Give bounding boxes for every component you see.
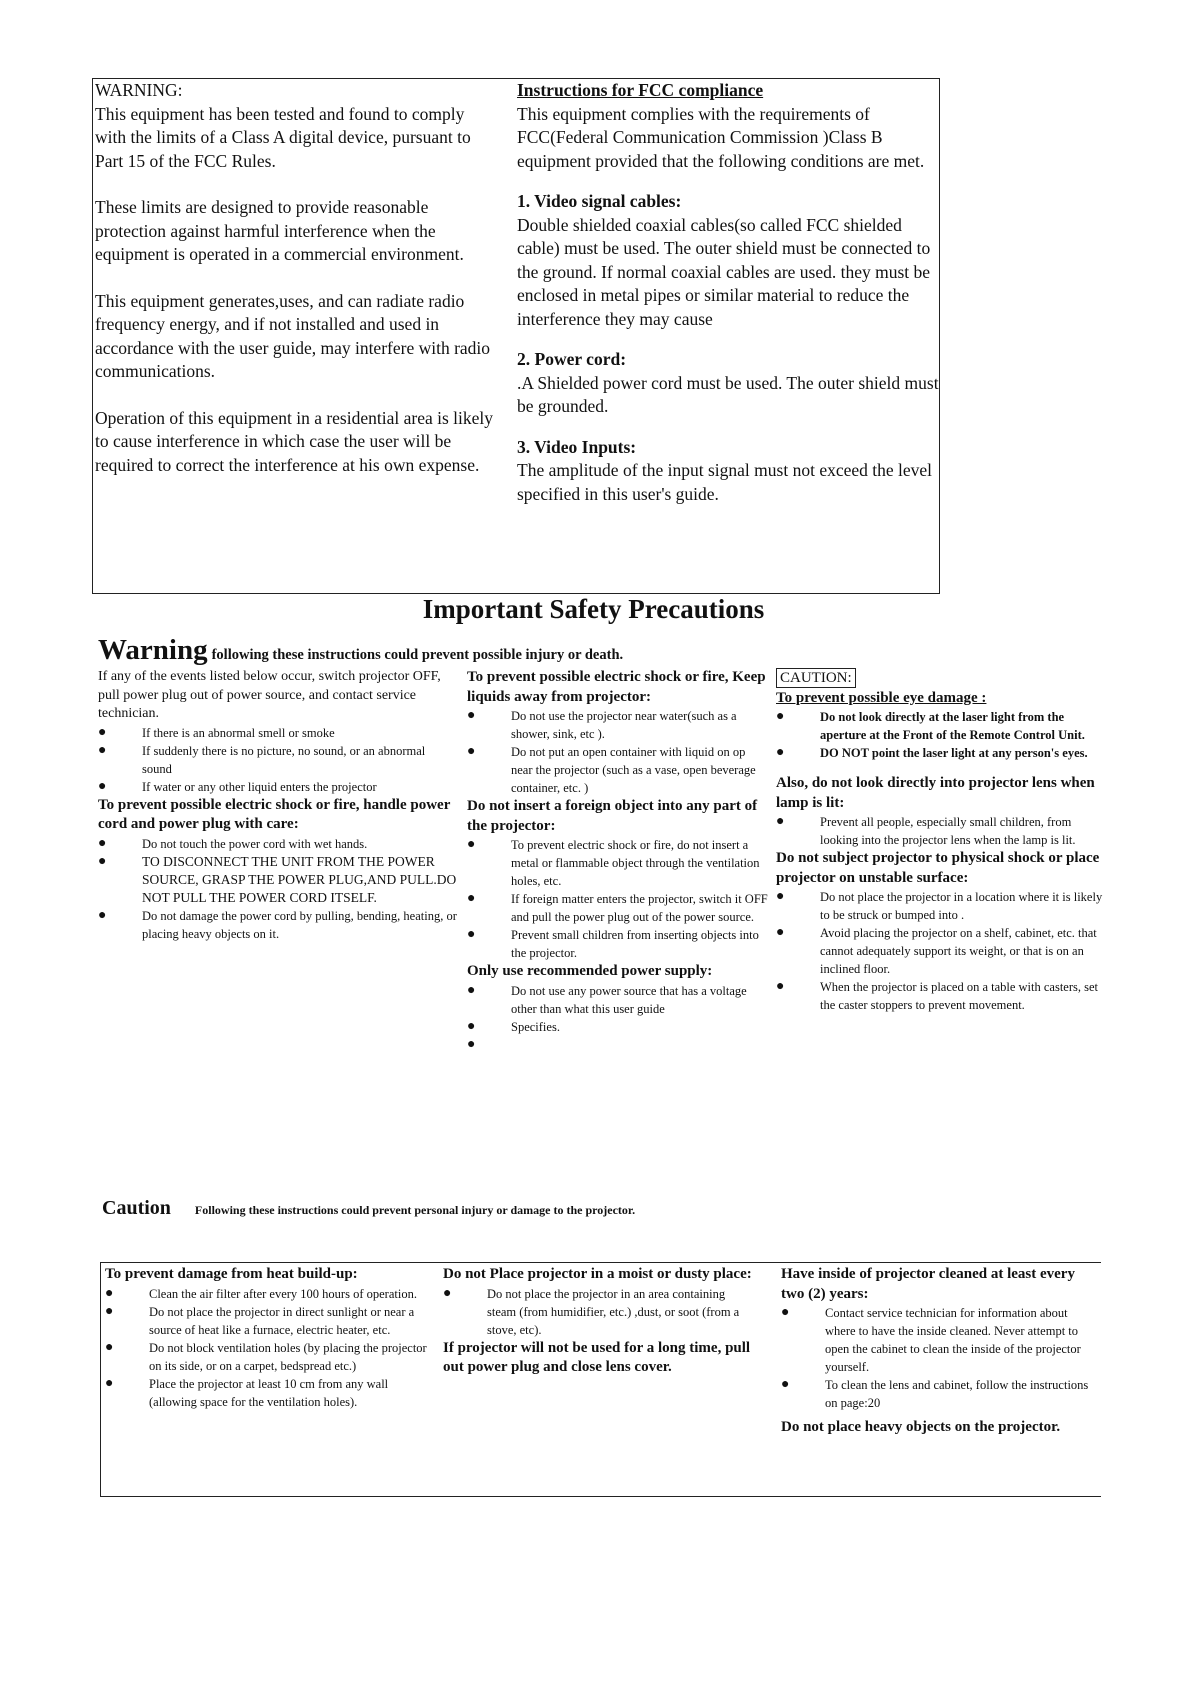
list-item-text: Do not touch the power cord with wet hands. xyxy=(142,836,368,851)
fcc-heading: Instructions for FCC compliance xyxy=(517,80,764,100)
bullet-icon: ● xyxy=(781,1305,790,1320)
bullet-icon: ● xyxy=(776,709,785,724)
bullet-icon: ● xyxy=(467,837,476,852)
safety-column-2 xyxy=(467,668,769,1052)
bullet-icon: ● xyxy=(443,1285,452,1301)
bullet-icon: ● xyxy=(105,1285,114,1301)
bullet-list xyxy=(443,1285,755,1339)
fcc-warning-box xyxy=(92,78,940,594)
list-item-text: Do not damage the power cord by pulling, bending, heating, or placing heavy objects on it. xyxy=(142,908,457,941)
warning-text: following these instructions could prevent possible injury or death. xyxy=(211,647,624,663)
warning-column xyxy=(93,79,495,477)
section-heading: Have inside of projector cleaned at least every two (2) years: xyxy=(781,1266,1075,1302)
bullet-list xyxy=(776,708,1108,762)
list-item-text: Do not use any power source that has a voltage other than what this user guide xyxy=(511,983,747,1016)
list-item xyxy=(98,835,458,853)
bullet-icon: ● xyxy=(781,1377,790,1392)
caution-column-3 xyxy=(781,1265,1097,1438)
list-item xyxy=(443,1285,755,1339)
bullet-list xyxy=(467,707,769,797)
list-item-text: If suddenly there is no picture, no sound, or an abnormal sound xyxy=(142,743,426,776)
bullet-list xyxy=(467,982,769,1052)
bullet-icon: ● xyxy=(98,853,107,869)
fcc-item-text: The amplitude of the input signal must not exceed the level specified in this user's guide. xyxy=(517,460,933,504)
section-heading: Do not insert a foreign object into any part of the projector: xyxy=(467,798,758,834)
list-item-text: Do not place the projector in an area containing steam (from humidifier, etc.) ,dust, or soot (from a stove, etc). xyxy=(487,1286,740,1337)
bullet-icon: ● xyxy=(776,745,785,760)
section-heading: Also, do not look directly into projector lens when lamp is lit: xyxy=(776,775,1095,811)
bullet-icon: ● xyxy=(105,1339,114,1355)
bullet-list xyxy=(105,1285,427,1411)
list-item xyxy=(467,926,769,962)
caution-text: Following these instructions could prevent personal injury or damage to the projector. xyxy=(194,1203,636,1217)
list-item xyxy=(98,742,458,778)
list-item xyxy=(781,1304,1097,1376)
list-item xyxy=(781,1376,1097,1412)
section-heading: To prevent possible electric shock or fire, handle power cord and power plug with care: xyxy=(98,796,451,832)
section-heading: Do not Place projector in a moist or dusty place: xyxy=(443,1266,752,1282)
list-item-text: To prevent electric shock or fire, do not insert a metal or flammable object through the ventilation holes, etc. xyxy=(511,838,760,888)
warning-paragraph: Operation of this equipment in a residential area is likely to cause interference in which case the user will be required to correct the interference at his own expense. xyxy=(95,407,494,475)
bullet-list xyxy=(781,1304,1097,1412)
list-item xyxy=(98,907,458,943)
safety-column-3 xyxy=(776,668,1108,1014)
list-item-text: To clean the lens and cabinet, follow the instructions on page:20 xyxy=(825,1378,1089,1410)
bullet-icon: ● xyxy=(98,778,107,794)
list-item-text: Prevent small children from inserting objects into the projector. xyxy=(511,928,759,960)
bullet-list xyxy=(776,813,1108,849)
section-heading: Do not subject projector to physical shock or place projector on unstable surface: xyxy=(776,850,1100,886)
list-item xyxy=(105,1339,427,1375)
list-item xyxy=(776,708,1108,744)
fcc-item-title: 3. Video Inputs: xyxy=(517,436,637,457)
bullet-list xyxy=(467,836,769,962)
list-item-text: Contact service technician for information about where to have the inside cleaned. Never attempt to open the cabinet to clean the inside of the projector yourself. xyxy=(825,1306,1081,1374)
list-item-text: If water or any other liquid enters the projector xyxy=(142,779,377,794)
list-item xyxy=(98,724,458,742)
bullet-icon: ● xyxy=(467,927,476,942)
section-heading: If projector will not be used for a long time, pull out power plug and close lens cover. xyxy=(443,1339,751,1375)
list-item xyxy=(776,888,1108,924)
list-item xyxy=(105,1285,427,1303)
fcc-item-text: Double shielded coaxial cables(so called FCC shielded cable) must be used. The outer shield must be connected to the ground. If normal coaxial cables are used. they must be enclosed in metal pipes or similar material to reduce the interference they may cause xyxy=(517,214,931,329)
list-item xyxy=(776,978,1108,1014)
caution-column-2 xyxy=(443,1265,755,1378)
list-item xyxy=(467,982,769,1018)
section-heading: To prevent possible electric shock or fire, Keep liquids away from projector: xyxy=(467,669,766,705)
bullet-icon: ● xyxy=(98,724,107,740)
caution-line xyxy=(102,1197,635,1220)
list-item-text: Do not place the projector in direct sunlight or near a source of heat like a furnace, electric heater, etc. xyxy=(149,1304,415,1337)
page-title: Important Safety Precautions xyxy=(422,594,765,624)
safety-intro: If any of the events listed below occur, switch projector OFF, pull power plug out of power source, and contact service technician. xyxy=(98,669,441,721)
list-item xyxy=(776,924,1108,978)
list-item xyxy=(776,813,1108,849)
fcc-intro: This equipment complies with the requirements of FCC(Federal Communication Commission )Class B equipment provided that the following conditions are met. xyxy=(517,103,925,171)
bullet-icon: ● xyxy=(467,708,476,723)
bullet-list xyxy=(98,835,458,943)
section-heading: To prevent possible eye damage : xyxy=(776,689,987,706)
safety-column-1 xyxy=(98,668,458,943)
list-item xyxy=(98,853,458,907)
section-heading: To prevent damage from heat build-up: xyxy=(105,1266,358,1282)
bullet-icon: ● xyxy=(98,835,107,851)
list-item-text: Do not look directly at the laser light from the aperture at the Front of the Remote Control Unit. xyxy=(820,710,1085,742)
bullet-icon: ● xyxy=(776,925,785,940)
bullet-icon: ● xyxy=(467,1036,476,1052)
bullet-icon: ● xyxy=(467,982,476,998)
warning-heading: WARNING: xyxy=(95,80,183,100)
warning-line xyxy=(98,634,623,667)
list-item-text: Specifies. xyxy=(511,1019,560,1034)
bullet-list xyxy=(776,888,1108,1014)
warning-word: Warning xyxy=(98,634,208,666)
bullet-icon: ● xyxy=(776,979,785,994)
fcc-item-title: 1. Video signal cables: xyxy=(517,191,682,211)
list-item xyxy=(98,778,458,796)
caution-box xyxy=(100,1262,1101,1497)
bullet-icon: ● xyxy=(98,907,107,923)
list-item-text: Do not place the projector in a location where it is likely to be struck or bumped into . xyxy=(820,890,1103,922)
caution-badge: CAUTION: xyxy=(776,668,856,688)
list-item xyxy=(467,836,769,890)
bullet-list xyxy=(98,724,458,796)
list-item-text: Do not use the projector near water(such as a shower, sink, etc ). xyxy=(511,709,737,741)
list-item xyxy=(467,743,769,797)
list-item-text: Do not block ventilation holes (by placing the projector on its side, or on a carpet, bedspread etc.) xyxy=(149,1340,427,1373)
section-heading: Do not place heavy objects on the projector. xyxy=(781,1419,1061,1435)
bullet-icon: ● xyxy=(776,889,785,904)
section-heading: Only use recommended power supply: xyxy=(467,963,713,979)
bullet-icon: ● xyxy=(776,814,785,829)
list-item xyxy=(467,707,769,743)
bullet-icon: ● xyxy=(98,742,107,758)
list-item-text: DO NOT point the laser light at any person's eyes. xyxy=(820,746,1088,760)
bullet-icon: ● xyxy=(467,891,476,906)
warning-paragraph: This equipment generates,uses, and can radiate radio frequency energy, and if not installed and used in accordance with the user guide, may interfere with radio communications. xyxy=(95,290,491,381)
caution-word: Caution xyxy=(102,1197,171,1219)
warning-paragraph: These limits are designed to provide reasonable protection against harmful interference when the equipment is operated in a commercial environment. xyxy=(95,197,464,264)
list-item xyxy=(105,1375,427,1411)
list-item-text: If there is an abnormal smell or smoke xyxy=(142,725,335,740)
list-item-text: When the projector is placed on a table with casters, set the caster stoppers to prevent movement. xyxy=(820,980,1099,1012)
fcc-column xyxy=(517,79,947,506)
list-item-text: Clean the air filter after every 100 hours of operation. xyxy=(149,1286,417,1301)
list-item xyxy=(467,1018,769,1036)
bullet-icon: ● xyxy=(467,744,476,759)
bullet-icon: ● xyxy=(467,1018,476,1034)
list-item-text: Avoid placing the projector on a shelf, cabinet, etc. that cannot adequately support its weight, or that is on an inclined floor. xyxy=(820,926,1097,976)
list-item-text: Place the projector at least 10 cm from any wall (allowing space for the ventilation holes). xyxy=(149,1376,389,1409)
bullet-icon: ● xyxy=(105,1375,114,1391)
caution-column-1 xyxy=(105,1265,427,1411)
fcc-item-text: .A Shielded power cord must be used. The outer shield must be grounded. xyxy=(517,372,939,416)
list-item-text: Do not put an open container with liquid on op near the projector (such as a vase, open beverage container, etc. ) xyxy=(511,745,756,795)
bullet-icon: ● xyxy=(105,1303,114,1319)
list-item-text: Prevent all people, especially small children, from looking into the projector lens when the lamp is lit. xyxy=(820,815,1076,847)
list-item xyxy=(776,744,1108,762)
fcc-item-title: 2. Power cord: xyxy=(517,349,627,369)
list-item-text: TO DISCONNECT THE UNIT FROM THE POWER SOURCE, GRASP THE POWER PLUG,AND PULL.DO NOT PULL THE POWER CORD ITSELF. xyxy=(142,853,457,905)
list-item-text: If foreign matter enters the projector, switch it OFF and pull the power plug out of the power source. xyxy=(511,892,768,924)
warning-paragraph: This equipment has been tested and found to comply with the limits of a Class A digital device, pursuant to Part 15 of the FCC Rules. xyxy=(95,103,471,171)
list-item xyxy=(105,1303,427,1339)
list-item xyxy=(467,890,769,926)
